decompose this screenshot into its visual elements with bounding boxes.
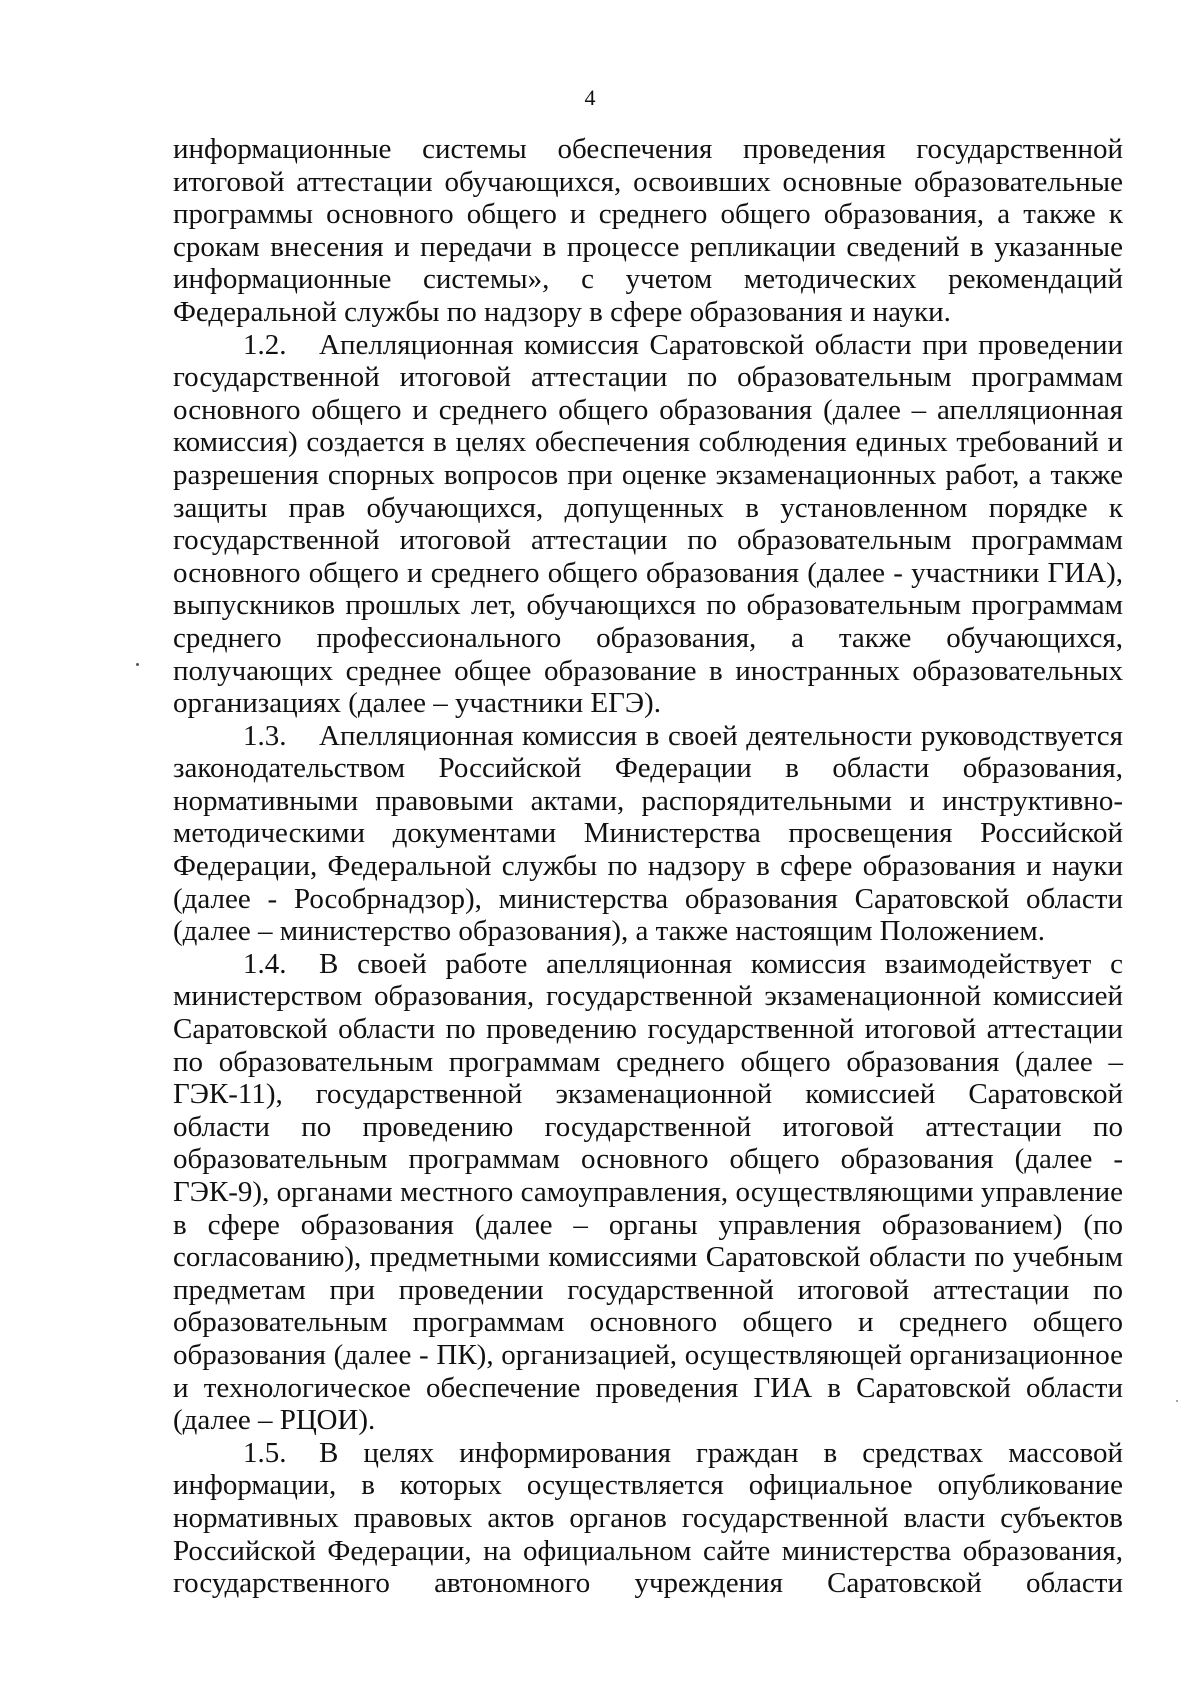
paragraph-number: 1.5. bbox=[243, 1436, 287, 1469]
scan-speck bbox=[136, 663, 139, 666]
page-number: 4 bbox=[584, 85, 596, 110]
paragraph-text: Апелляционная комиссия в своей деятельности руководствуется законодательством Российской Федерации в области образования, нормативными правовыми актами, распорядительными и инструктивно-методическими документами Министерства просвещения Российской Федерации, Федеральной службы по надзору в сфере образования и науки (далее - Рособрнадзор), министерства образования Саратовской области (далее – министерство образования), а также настоящим Положением. bbox=[173, 719, 1123, 948]
paragraph-text: В своей работе апелляционная комиссия взаимодействует с министерством образования, государственной экзаменационной комиссией Саратовской области по проведению государственной итоговой аттестации по образовательным программам среднего общего образования (далее – ГЭК-11), государственной экзаменационной комиссией Саратовской области по проведению государственной итоговой аттестации по образовательным программам основного общего образования (далее - ГЭК-9), органами местного самоуправления, осуществляющими управление в сфере образования (далее – органы управления образованием) (по согласованию), предметными комиссиями Саратовской области по учебным предметам при проведении государственной итоговой аттестации по образовательным программам основного общего и среднего общего образования (далее - ПК), организацией, осуществляющей организационное и технологическое обеспечение проведения ГИА в Саратовской области (далее – РЦОИ). bbox=[173, 947, 1123, 1437]
paragraph-text: информационные системы обеспечения проведения государственной итоговой аттестации обучающихся, освоивших основные образовательные программы основного общего и среднего общего образования, а также к срокам внесения и передачи в процессе репликации сведений в указанные информационные системы», с учетом методических рекомендаций Федеральной службы по надзору в сфере образования и науки. bbox=[173, 133, 1123, 328]
paragraph-1-5 bbox=[173, 1437, 1123, 1600]
paragraph-number: 1.4. bbox=[243, 947, 287, 980]
paragraph-1-2 bbox=[173, 329, 1123, 720]
paragraph-text: Апелляционная комиссия Саратовской области при проведении государственной итоговой аттестации по образовательным программам основного общего и среднего общего образования (далее – апелляционная комиссия) создается в целях обеспечения соблюдения единых требований и разрешения спорных вопросов при оценке экзаменационных работ, а также защиты прав обучающихся, допущенных в установленном порядке к государственной итоговой аттестации по образовательным программам основного общего и среднего общего образования (далее - участники ГИА), выпускников прошлых лет, обучающихся по образовательным программам среднего профессионального образования, а также обучающихся, получающих среднее общее образование в иностранных образовательных организациях (далее – участники ЕГЭ). bbox=[173, 328, 1123, 720]
paragraph-1-4 bbox=[173, 948, 1123, 1437]
paragraph-number: 1.3. bbox=[243, 719, 287, 752]
scan-speck bbox=[1176, 1400, 1178, 1402]
paragraph-text: В целях информирования граждан в средствах массовой информации, в которых осуществляется официальное опубликование нормативных правовых актов органов государственной власти субъектов Российской Федерации, на официальном сайте министерства образования, государственного автономного учреждения Саратовской области bbox=[173, 1436, 1123, 1600]
paragraph-number: 1.2. bbox=[243, 328, 287, 361]
paragraph-1-1-continuation bbox=[173, 133, 1123, 329]
document-body bbox=[173, 133, 1123, 1600]
paragraph-1-3 bbox=[173, 720, 1123, 948]
